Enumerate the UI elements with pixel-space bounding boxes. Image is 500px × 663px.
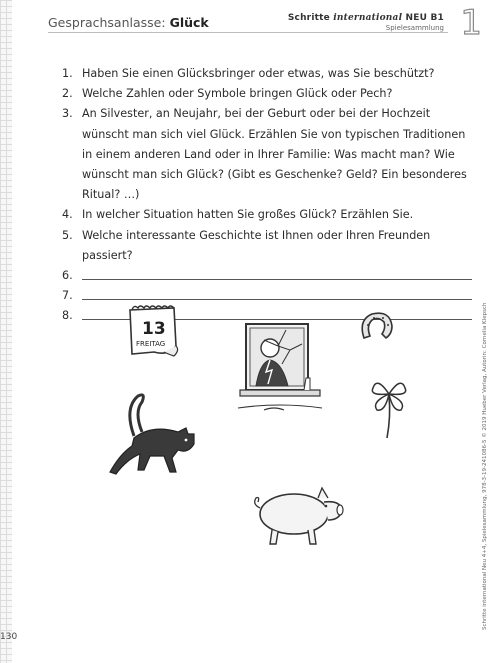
series-level: NEU B1 xyxy=(405,13,444,23)
series-subtitle: Spielesammlung xyxy=(385,24,444,32)
question-number: 1. xyxy=(62,67,73,80)
topic-prefix: Gesprachsanlasse: xyxy=(48,15,166,30)
series-branding xyxy=(288,13,444,32)
question-number: 4. xyxy=(62,208,73,222)
page-number: 130 xyxy=(0,632,18,642)
question-text: In welcher Situation hatten Sie großes Glück? Erzählen Sie. xyxy=(82,208,414,222)
copyright-text: Schritte international Neu 4+4, Spielesammlung, 978-3-19-241086-5 © 2019 Hueber Verlag, Autorin: Cornelia Klepsch xyxy=(482,302,488,630)
calendar-friday-13-icon xyxy=(124,302,186,362)
question-item xyxy=(62,64,472,84)
question-item xyxy=(62,226,472,266)
blank-answer-line[interactable] xyxy=(62,266,472,286)
topic-title: Glück xyxy=(169,15,209,30)
black-cat-icon xyxy=(94,388,204,484)
calendar-weekday: FREITAG xyxy=(136,340,166,348)
unit-number: 1 xyxy=(460,3,482,43)
four-leaf-clover-icon xyxy=(367,372,411,442)
blank-line-number: 8. xyxy=(62,309,73,323)
blank-line-number: 7. xyxy=(62,289,73,303)
binding-grid-strip xyxy=(0,0,12,663)
question-text: An Silvester, an Neujahr, bei der Geburt oder bei der Hochzeit wünscht man sich viel Glück. Erzählen Sie von typischen Traditionen in einem anderen Land oder in Ihrer Familie: Was macht man? Wie wünscht man sich Glück? (Gibt es Geschenke? Geld? Ein besonderes Ritual? …) xyxy=(82,107,467,202)
series-name: Schritte xyxy=(287,13,330,23)
question-number: 3. xyxy=(62,107,73,121)
writing-line xyxy=(82,279,472,280)
question-item xyxy=(62,205,472,225)
worksheet-page xyxy=(12,0,500,663)
pig-icon xyxy=(248,482,348,550)
question-text: Haben Sie einen Glücksbringer oder etwas, was Sie beschützt? xyxy=(82,67,435,80)
series-title xyxy=(288,13,444,23)
question-number: 2. xyxy=(62,87,73,101)
question-text: Welche interessante Geschichte ist Ihnen oder Ihren Freunden passiert? xyxy=(82,228,431,262)
worksheet-title xyxy=(48,15,209,30)
question-item xyxy=(62,84,472,104)
question-number: 5. xyxy=(62,228,73,242)
horseshoe-icon xyxy=(356,308,396,348)
writing-line xyxy=(82,299,472,300)
calendar-day: 13 xyxy=(142,319,166,339)
question-list xyxy=(62,64,472,326)
blank-line-number: 6. xyxy=(62,269,73,283)
broken-mirror-icon xyxy=(230,320,330,420)
copyright-side-note xyxy=(482,302,490,630)
series-international: international xyxy=(333,13,403,23)
header-divider xyxy=(48,32,448,33)
question-text: Welche Zahlen oder Symbole bringen Glück oder Pech? xyxy=(82,87,393,101)
question-item xyxy=(62,104,472,205)
